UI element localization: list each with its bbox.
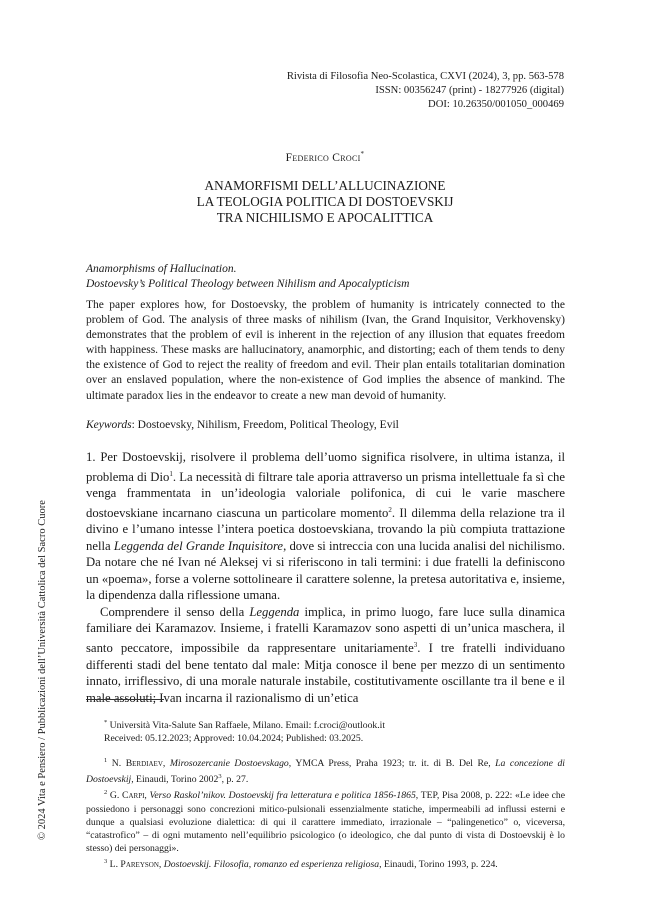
abstract: The paper explores how, for Dostoevsky, the problem of humanity is intricately connected to the problem of God. The analysis of three masks of nihilism (Ivan, the Grand Inquisitor, Verkhovensky) demonstrates that the problem of evil is inherent in the rejection of any illusion that equates freedom with happiness. These masks are hallucinatory, anamorphic, and distorting; each of them tends to deny the existence of God to reject the reality of freedom and evil. Their plan entails totalitarian domination over an enslaved population, where the non-existence of God implies the absence of mankind. The ultimate paradox lies in the endeavor to create a new man devoid of humanity. — [86, 299, 565, 402]
author-footnote-mark[interactable]: * — [360, 150, 365, 158]
title-line-2: LA TEOLOGIA POLITICA DI DOSTOEVSKIJ — [196, 194, 454, 209]
issn: ISSN: 00356247 (print) - 18277926 (digital) — [375, 85, 564, 96]
footnote-ref-3[interactable]: 3 — [413, 640, 418, 649]
body-text — [86, 449, 565, 706]
journal-header — [287, 70, 564, 112]
paragraph-2 — [86, 604, 565, 706]
footnote-2-title: Verso Raskol’nikov. Dostoevskij fra letteratura e politica 1856-1865 — [149, 790, 416, 802]
footnote-2-text: , TEP, Pisa 2008, p. 222: «Le idee che possiedono i personaggi sono concrezioni mitico-pulsionali essenzialmente statiche, impermeabili ad influssi esterni e dunque a qualsiasi evoluzione dialettica: di qui il carattere immediato, irrazionale – “palingenetico” o, viceversa, “catastrofico” – di ogni mutamento nell’equilibrio psicologico (o ideologico, che dal punto di vista di Dostoevskij è lo stesso) dei personaggi». — [86, 790, 566, 854]
doi: DOI: 10.26350/001050_000469 — [428, 99, 564, 110]
p2-text-b: implica, in primo luogo, fare luce sulla dinamica familiare dei Karamazov. Insieme, i fratelli Karamazov sono aspetti di un’unica maschera, il santo peccatore, impossibile da rappresentare unitariamente — [86, 604, 565, 656]
paragraph-1 — [86, 449, 565, 604]
footnote-1-title-2: La concezione di Dostoevskij — [86, 758, 565, 786]
journal-citation: Rivista di Filosofia Neo-Scolastica, CXVI (2024), 3, pp. 563-578 — [286, 71, 564, 82]
footnote-1 — [86, 754, 565, 786]
keywords-list: : Dostoevsky, Nihilism, Freedom, Political Theology, Evil — [131, 419, 399, 431]
p1-italic-title: Leggenda del Grande Inquisitore — [113, 538, 284, 553]
p1-text-c: . Il dilemma della relazione tra il divino e l’umano intesse l’intera poetica dostoevskiana, trovando la più compiuta trattazione nella — [86, 505, 565, 553]
footnote-3-author: L. Pareyson — [109, 858, 159, 870]
dates-line: Received: 05.12.2023; Approved: 10.04.2024; Published: 03.2025. — [104, 733, 364, 745]
footnote-2-mark: 2 — [104, 789, 108, 797]
affiliation-text: Università Vita-Salute San Raffaele, Milano. Email: f.croci@outlook.it — [107, 720, 386, 732]
p2-text-c: . I tre fratelli individuano differenti stadi del bene tentato dal male: Mitja conosce il bene per mezzo di un sentimento innato, irriflessivo, di una morale naturale instabile, costitutivamente oscillante tra il bene e il male assoluti; Ivan incarna il razionalismo di un’etica — [86, 641, 565, 705]
title-line-1: ANAMORFISMI DELL’ALLUCINAZIONE — [204, 178, 446, 193]
footnote-divider — [86, 699, 164, 700]
keywords-label: Keywords — [86, 419, 132, 431]
footnote-2 — [86, 786, 565, 854]
title-line-3: TRA NICHILISMO E APOCALITTICA — [216, 210, 434, 225]
footnote-1-mark: 1 — [104, 757, 108, 764]
footnote-ref-2[interactable]: 2 — [388, 505, 392, 514]
footnote-1-author: N. Berdiaev — [111, 758, 163, 770]
footnote-3-text: , Einaudi, Torino 1993, p. 224. — [379, 858, 498, 870]
footnote-2-sep: , — [144, 790, 150, 802]
footnote-1-text-c: , p. 27. — [221, 774, 249, 786]
english-title — [86, 262, 565, 291]
footnote-1-edition: 3 — [218, 773, 222, 781]
footnote-ref-1[interactable]: 1 — [169, 469, 173, 478]
copyright-side-note: © 2024 Vita e Pensiero / Pubblicazioni dell’Università Cattolica del Sacro Cuore — [37, 500, 48, 840]
footnote-3-sep: , — [158, 858, 164, 870]
affiliation-line — [104, 716, 583, 732]
footnote-3 — [86, 855, 565, 871]
footnote-3-mark: 3 — [104, 857, 108, 865]
p1-text-d: , dove si intreccia con una lucida analisi del nichilismo. Da notare che né Ivan né Aleksej vi si riferiscono in tali termini: i due fratelli la definiscono un «poema», forse a volerne sottolineare il carattere solenne, la pretesa autoritativa e, insieme, la dipendenza dalla riflessione umana. — [86, 538, 565, 603]
p2-text-a: Comprendere il senso della — [100, 604, 250, 619]
footnote-1-text-a: , YMCA Press, Praha 1923; tr. it. di B. Del Re, — [288, 758, 496, 770]
p1-text-b: . La necessità di filtrare tale aporia attraverso un prisma intellettuale fa sì che venga frammentata in un’ideologia valoriale polifonica, di cui le varie maschere dostoevskiane incarnano ciascuna un particolare momento — [86, 469, 565, 520]
author-line — [0, 150, 650, 164]
p1-text-a: 1. Per Dostoevskij, risolvere il problema dell’uomo significa risolvere, in ultima istanza, il problema di Dio — [86, 450, 565, 484]
article-title — [0, 178, 650, 226]
footnote-1-title: Mirosozercanie Dostoevskago — [169, 758, 289, 770]
affiliation-mark: * — [104, 719, 108, 726]
english-title-line-1: Anamorphisms of Hallucination. — [86, 263, 237, 275]
footnote-3-title: Dostoevskij. Filosofia, romanzo ed esperienza religiosa — [163, 858, 380, 870]
footnotes — [86, 754, 565, 871]
keywords — [86, 418, 565, 433]
footnote-2-author: G. Carpi — [109, 790, 145, 802]
author-affiliation-note — [86, 716, 583, 745]
english-title-line-2: Dostoevsky’s Political Theology between Nihilism and Apocalypticism — [86, 277, 410, 290]
p2-italic-title: Leggenda — [249, 604, 300, 619]
footnote-1-text-b: , Einaudi, Torino 2002 — [131, 774, 219, 786]
author-name: Federico Croci — [285, 151, 361, 164]
footnote-1-sep: , — [162, 758, 170, 770]
